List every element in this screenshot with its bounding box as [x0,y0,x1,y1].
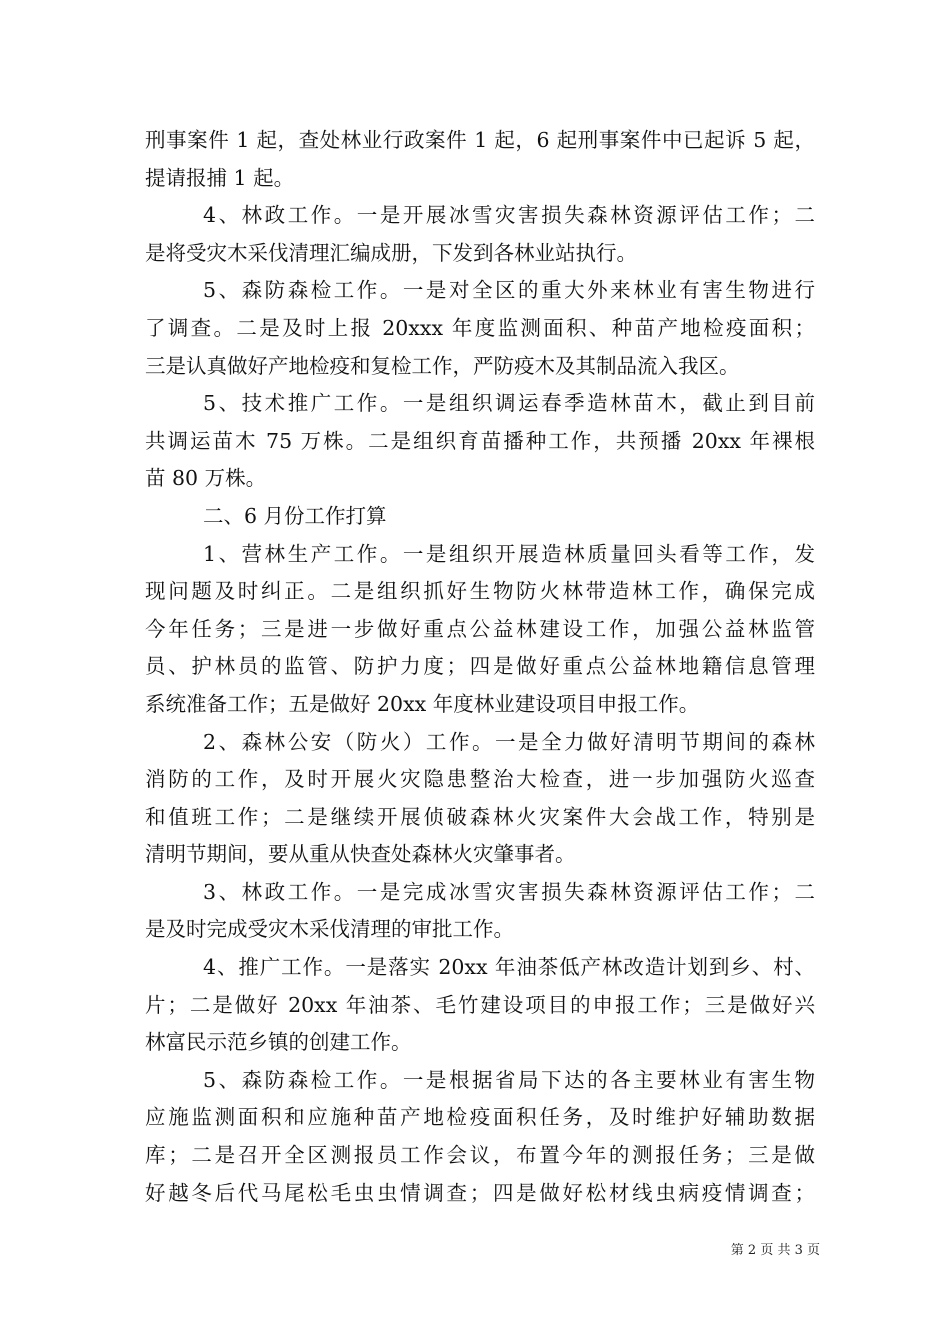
text-line: 是将受灾木采伐清理汇编成册，下发到各林业站执行。 [145,240,637,265]
text-line: 消防的工作，及时开展火灾隐患整治大检查，进一步加强防火巡查 [145,767,815,792]
text-line: 刑事案件 1 起，查处林业行政案件 1 起，6 起刑事案件中已起诉 5 起， [145,128,815,152]
text-line: 三是认真做好产地检疫和复检工作，严防疫木及其制品流入我区。 [145,353,740,378]
paragraph-start-line: 5、技术推广工作。一是组织调运春季造林苗木，截止到目前 [203,391,815,416]
section-heading: 二、6 月份工作打算 [203,503,387,528]
text-line: 提请报捕 1 起。 [145,165,295,190]
text-line: 林富民示范乡镇的创建工作。 [145,1030,412,1055]
text-line: 片；二是做好 20xx 年油茶、毛竹建设项目的申报工作；三是做好兴 [145,992,815,1017]
paragraph-start-line: 5、森防森检工作。一是对全区的重大外来林业有害生物进行 [203,278,815,303]
page-number-footer: 第 2 页 共 3 页 [730,1243,820,1258]
text-line: 和值班工作；二是继续开展侦破森林火灾案件大会战工作，特别是 [145,804,815,829]
text-line: 今年任务；三是进一步做好重点公益林建设工作，加强公益林监管 [145,616,815,641]
text-line: 库；二是召开全区测报员工作会议，布置今年的测报任务；三是做 [145,1143,815,1168]
text-line: 系统准备工作；五是做好 20xx 年度林业建设项目申报工作。 [145,691,700,716]
paragraph-start-line: 4、林政工作。一是开展冰雪灾害损失森林资源评估工作；二 [203,203,815,228]
paragraph-start-line: 4、推广工作。一是落实 20xx 年油茶低产林改造计划到乡、村、 [203,955,815,980]
paragraph-start-line: 3、林政工作。一是完成冰雪灾害损失森林资源评估工作；二 [203,879,815,904]
text-line: 现问题及时纠正。二是组织抓好生物防火林带造林工作，确保完成 [145,579,815,604]
text-line: 清明节期间，要从重从快查处森林火灾肇事者。 [145,842,576,867]
text-line: 共调运苗木 75 万株。二是组织育苗播种工作，共预播 20xx 年裸根 [145,428,815,453]
text-line: 是及时完成受灾木采伐清理的审批工作。 [145,917,514,942]
text-line: 好越冬后代马尾松毛虫虫情调查；四是做好松材线虫病疫情调查； [145,1180,815,1205]
text-line: 员、护林员的监管、防护力度；四是做好重点公益林地籍信息管理 [145,654,815,679]
paragraph-start-line: 1、营林生产工作。一是组织开展造林质量回头看等工作，发 [203,541,815,566]
text-line: 了调查。二是及时上报 20xxx 年度监测面积、种苗产地检疫面积； [145,315,815,340]
text-line: 苗 80 万株。 [145,466,267,491]
paragraph-start-line: 5、森防森检工作。一是根据省局下达的各主要林业有害生物 [203,1067,815,1092]
document-body [145,122,815,1212]
paragraph-start-line: 2、森林公安（防火）工作。一是全力做好清明节期间的森林 [203,729,815,754]
text-line: 应施监测面积和应施种苗产地检疫面积任务，及时维护好辅助数据 [145,1105,815,1130]
